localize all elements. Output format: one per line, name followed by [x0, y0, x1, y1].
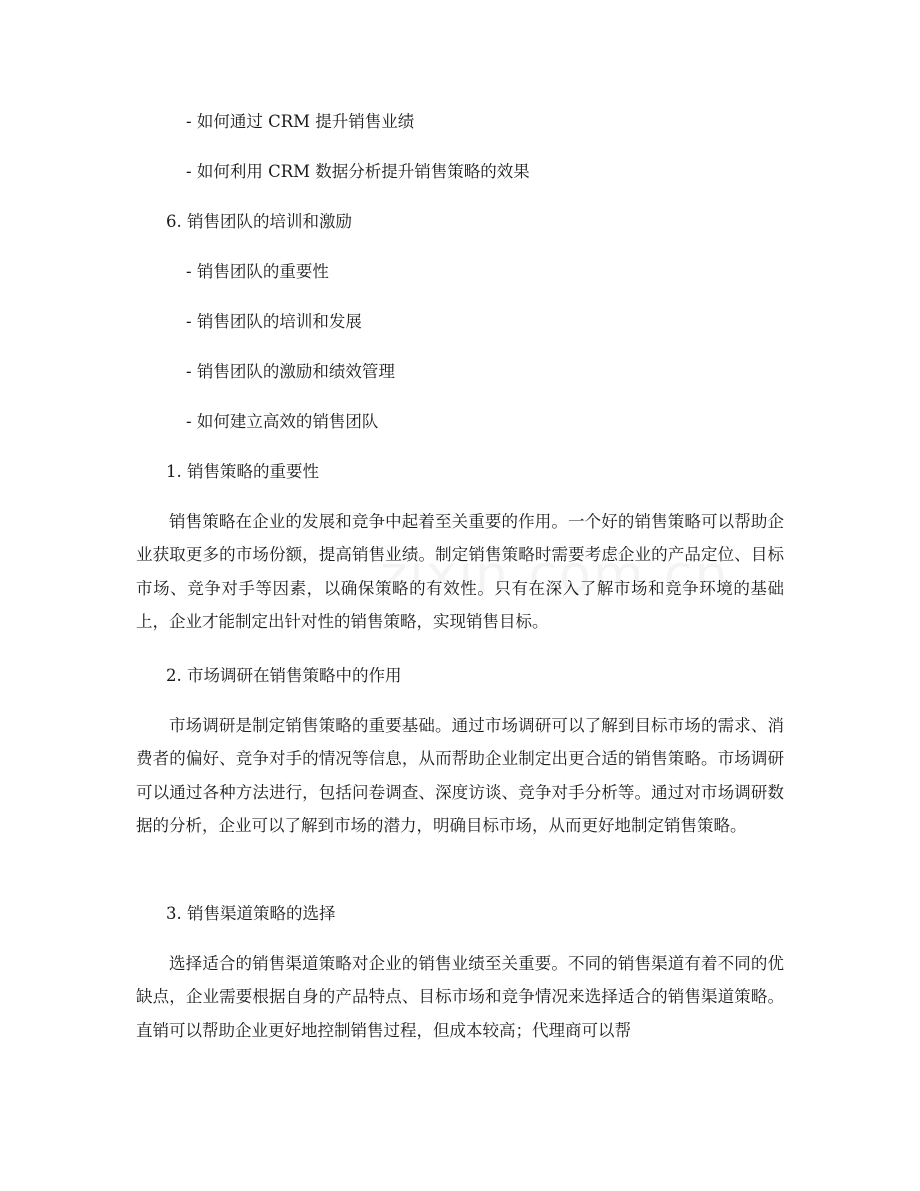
section-heading: 3. 销售渠道策略的选择: [166, 904, 336, 923]
list-item: - 销售团队的激励和绩效管理: [186, 362, 395, 381]
list-item: - 销售团队的重要性: [186, 262, 329, 281]
section-heading: 1. 销售策略的重要性: [166, 462, 319, 481]
list-item: - 如何通过 CRM 提升销售业绩: [186, 112, 415, 131]
list-item: - 如何建立高效的销售团队: [186, 412, 379, 431]
list-item: - 如何利用 CRM 数据分析提升销售策略的效果: [186, 162, 530, 181]
section-heading: 2. 市场调研在销售策略中的作用: [166, 666, 402, 685]
paragraph: 市场调研是制定销售策略的重要基础。通过市场调研可以了解到目标市场的需求、消费者的偏好、竞争对手的情况等信息，从而帮助企业制定出更合适的销售策略。市场调研可以通过各种方法进行，包括问卷调查、深度访谈、竞争对手分析等。通过对市场调研数据的分析，企业可以了解到市场的潜力，明确目标市场，从而更好地制定销售策略。: [136, 716, 784, 836]
paragraph: 销售策略在企业的发展和竞争中起着至关重要的作用。一个好的销售策略可以帮助企业获取更多的市场份额，提高销售业绩。制定销售策略时需要考虑企业的产品定位、目标市场、竞争对手等因素，以确保策略的有效性。只有在深入了解市场和竞争环境的基础上，企业才能制定出针对性的销售策略，实现销售目标。: [136, 512, 784, 632]
list-item: - 销售团队的培训和发展: [186, 312, 362, 331]
paragraph: 选择适合的销售渠道策略对企业的销售业绩至关重要。不同的销售渠道有着不同的优缺点，企业需要根据自身的产品特点、目标市场和竞争情况来选择适合的销售渠道策略。直销可以帮助企业更好地控制销售过程，但成本较高；代理商可以帮: [136, 954, 784, 1040]
section-heading: 6. 销售团队的培训和激励: [166, 212, 352, 231]
